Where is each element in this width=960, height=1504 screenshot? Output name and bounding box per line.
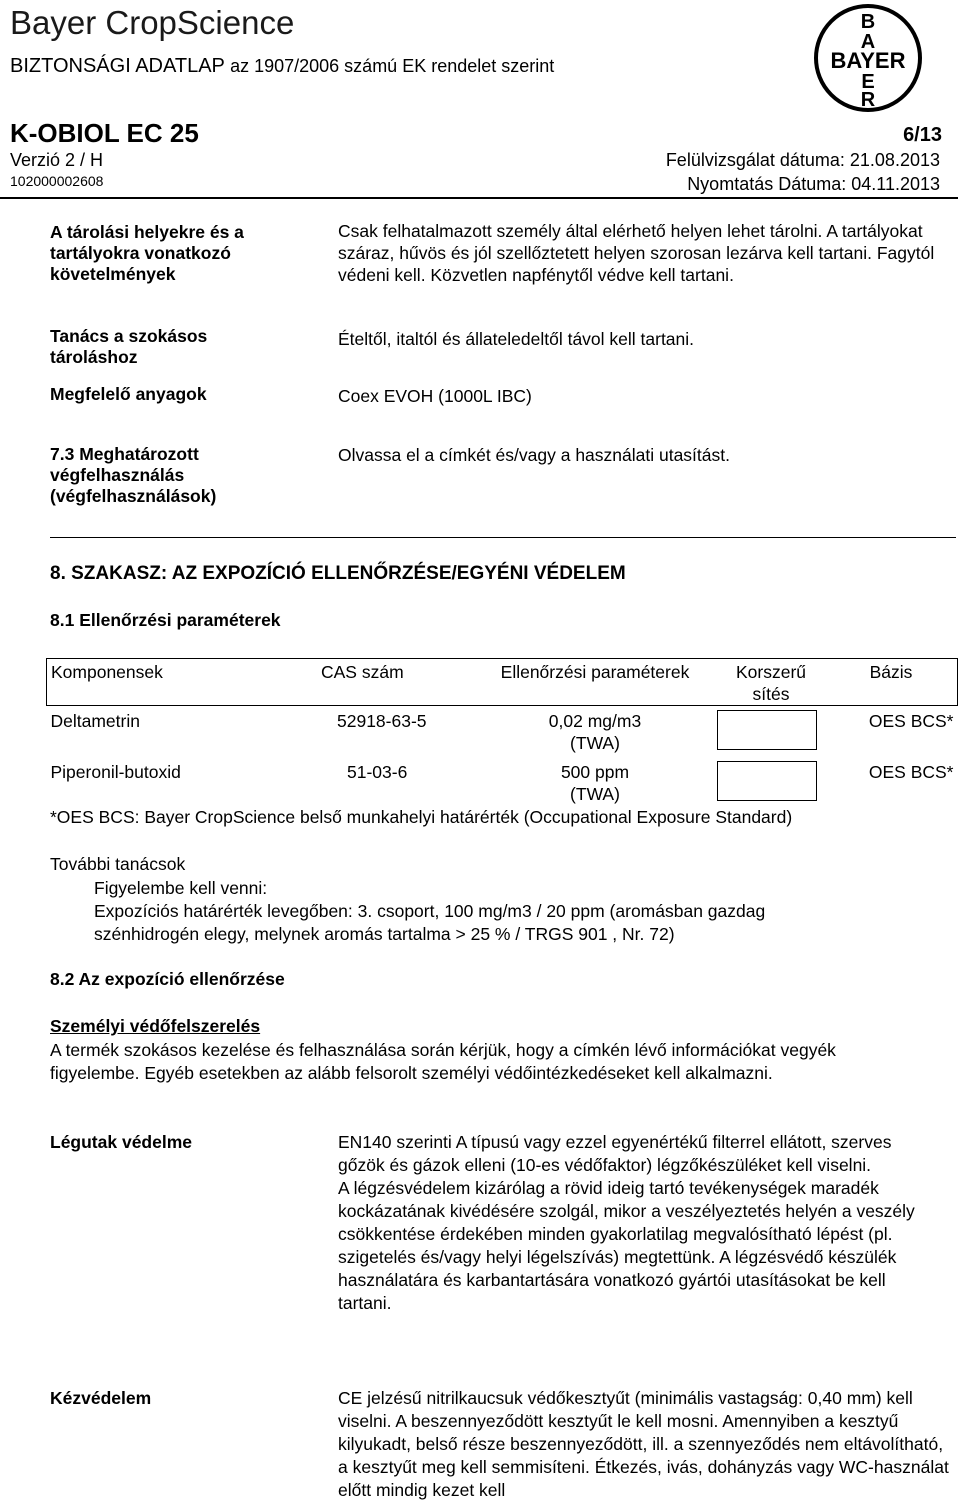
empty-box [717,761,817,801]
storage-requirements-text: Csak felhatalmazott személy által elérhető helyen lehet tárolni. A tartályokat száraz, hűvös és jól szellőztetett helyen szorosan lezárva kell tartani. Fagytól védeni kell. Közvetlen napfénytől védve kell tartani. [338,221,935,285]
end-use-label: 7.3 Meghatározott végfelhasználás (végfelhasználások) [50,444,217,506]
print-date: Nyomtatás Dátuma: 04.11.2013 [687,174,940,194]
section-divider [50,537,956,538]
table-row [47,755,958,806]
page-number: 6/13 [903,124,942,146]
param-value: 500 ppm [560,762,630,782]
section-8-2-title: 8.2 Az expozíció ellenőrzése [50,969,285,989]
col-header-basis: Bázis [869,662,913,682]
section-8-1-title: 8.1 Ellenőrzési paraméterek [50,610,281,630]
ppe-text: A termék szokásos kezelése és felhasználása során kérjük, hogy a címkén lévő információkat vegyék figyelembe. Egyéb esetekben az alább felsorolt személyi védőintézkedéseket kell alkalmazni. [50,1040,836,1083]
version: Verzió 2 / H [10,150,104,170]
table-footnote: *OES BCS: Bayer CropScience belső munkahelyi határérték (Occupational Exposure Standard) [50,807,793,827]
component-cell: Piperonil-butoxid [50,762,181,782]
col-header-components: Komponensek [51,662,163,682]
document-code: 102000002608 [10,173,104,189]
suitable-materials-label: Megfelelő anyagok [50,384,207,404]
respiratory-protection-text [338,1131,938,1315]
component-cell: Deltametrin [50,711,140,731]
respiratory-protection-label: Légutak védelme [50,1132,192,1152]
storage-requirements-label: A tárolási helyekre és a tartályokra vonatkozó követelmények [50,222,244,284]
col-header-update: Korszerű sítés [735,662,807,704]
header-divider [0,197,958,199]
suitable-materials-text: Coex EVOH (1000L IBC) [338,386,532,406]
cas-cell: 52918-63-5 [337,711,427,731]
svg-text:E: E [861,71,875,93]
further-advice-line1: Figyelembe kell venni: [94,878,268,898]
cas-cell: 51-03-6 [347,762,408,782]
company-name: Bayer CropScience [10,4,295,41]
section-8-title: 8. SZAKASZ: AZ EXPOZÍCIÓ ELLENŐRZÉSE/EGYÉNI VÉDELEM [50,563,626,584]
basis-cell: OES BCS* [868,711,954,731]
further-advice-line2: Expozíciós határérték levegőben: 3. csoport, 100 mg/m3 / 20 ppm (aromásban gazdag [94,901,766,921]
end-use-text: Olvassa el a címkét és/vagy a használati utasítást. [338,445,730,465]
bayer-logo [812,2,924,114]
svg-text:R: R [860,89,876,111]
storage-advice-text: Ételtől, italtól és állateledeltől távol kell tartani. [338,329,695,349]
col-header-parameters: Ellenőrzési paraméterek [500,662,690,682]
svg-text:A: A [860,31,876,53]
further-advice-title: További tanácsok [50,854,186,874]
col-header-cas: CAS szám [321,662,404,682]
update-cell [717,706,825,756]
svg-text:BAYER: BAYER [830,48,906,73]
param-note: (TWA) [570,784,620,804]
further-advice-line3: szénhidrogén elegy, melynek aromás tartalma > 25 % / TRGS 901 , Nr. 72) [94,924,675,944]
sheet-title: BIZTONSÁGI ADATLAP [10,55,225,77]
respiratory-text-1: EN140 szerinti A típusú vagy ezzel egyenértékű filterrel ellátott, szerves gőzök és gázok elleni (10-es védőfaktor) légzőkészüléket kell viselni. [338,1132,892,1175]
param-value: 0,02 mg/m3 [548,711,642,731]
update-cell [717,755,825,806]
revision-date: Felülvizsgálat dátuma: 21.08.2013 [665,150,940,170]
product-name: K-OBIOL EC 25 [10,118,199,148]
param-note: (TWA) [570,733,620,753]
hand-protection-text: CE jelzésű nitrilkaucsuk védőkesztyűt (minimális vastagság: 0,40 mm) kell viselni. A beszennyeződött kesztyűt le kell mosni. Amennyiben a kesztyű kilyukadt, belső része beszennyeződött, ill. a szennyeződés nem eltávolítható, a kesztyűt meg kell semmisíteni. Étkezés, ivás, dohányzás vagy WC-használat előtt mindig kezet kell [338,1388,949,1500]
regulation: az 1907/2006 számú EK rendelet szerint [230,56,555,76]
table-row [47,706,958,756]
table-header-row [47,659,958,706]
basis-cell: OES BCS* [868,762,954,782]
hand-protection-label: Kézvédelem [50,1388,152,1408]
svg-text:B: B [860,11,876,33]
exposure-limits-table [46,658,958,806]
respiratory-text-2: A légzésvédelem kizárólag a rövid ideig tartó tevékenységek maradék kockázatának kivédésére szolgál, mikor a veszélyeztetés helyén a veszély csökkentése érdekében minden gyakorlatilag megvalósítható lépést (pl. szigetelés és/vagy helyi légelszívás) megtettünk. A légzésvédő készülék használatára és karbantartására vonatkozó gyártói utasításokat be kell tartani. [338,1178,915,1313]
empty-box [717,710,817,750]
storage-advice-label: Tanács a szokásos tároláshoz [50,326,208,367]
ppe-title: Személyi védőfelszerelés [50,1016,261,1036]
param-cell [473,706,717,756]
sheet-title-line [10,55,554,78]
param-cell [473,755,717,806]
